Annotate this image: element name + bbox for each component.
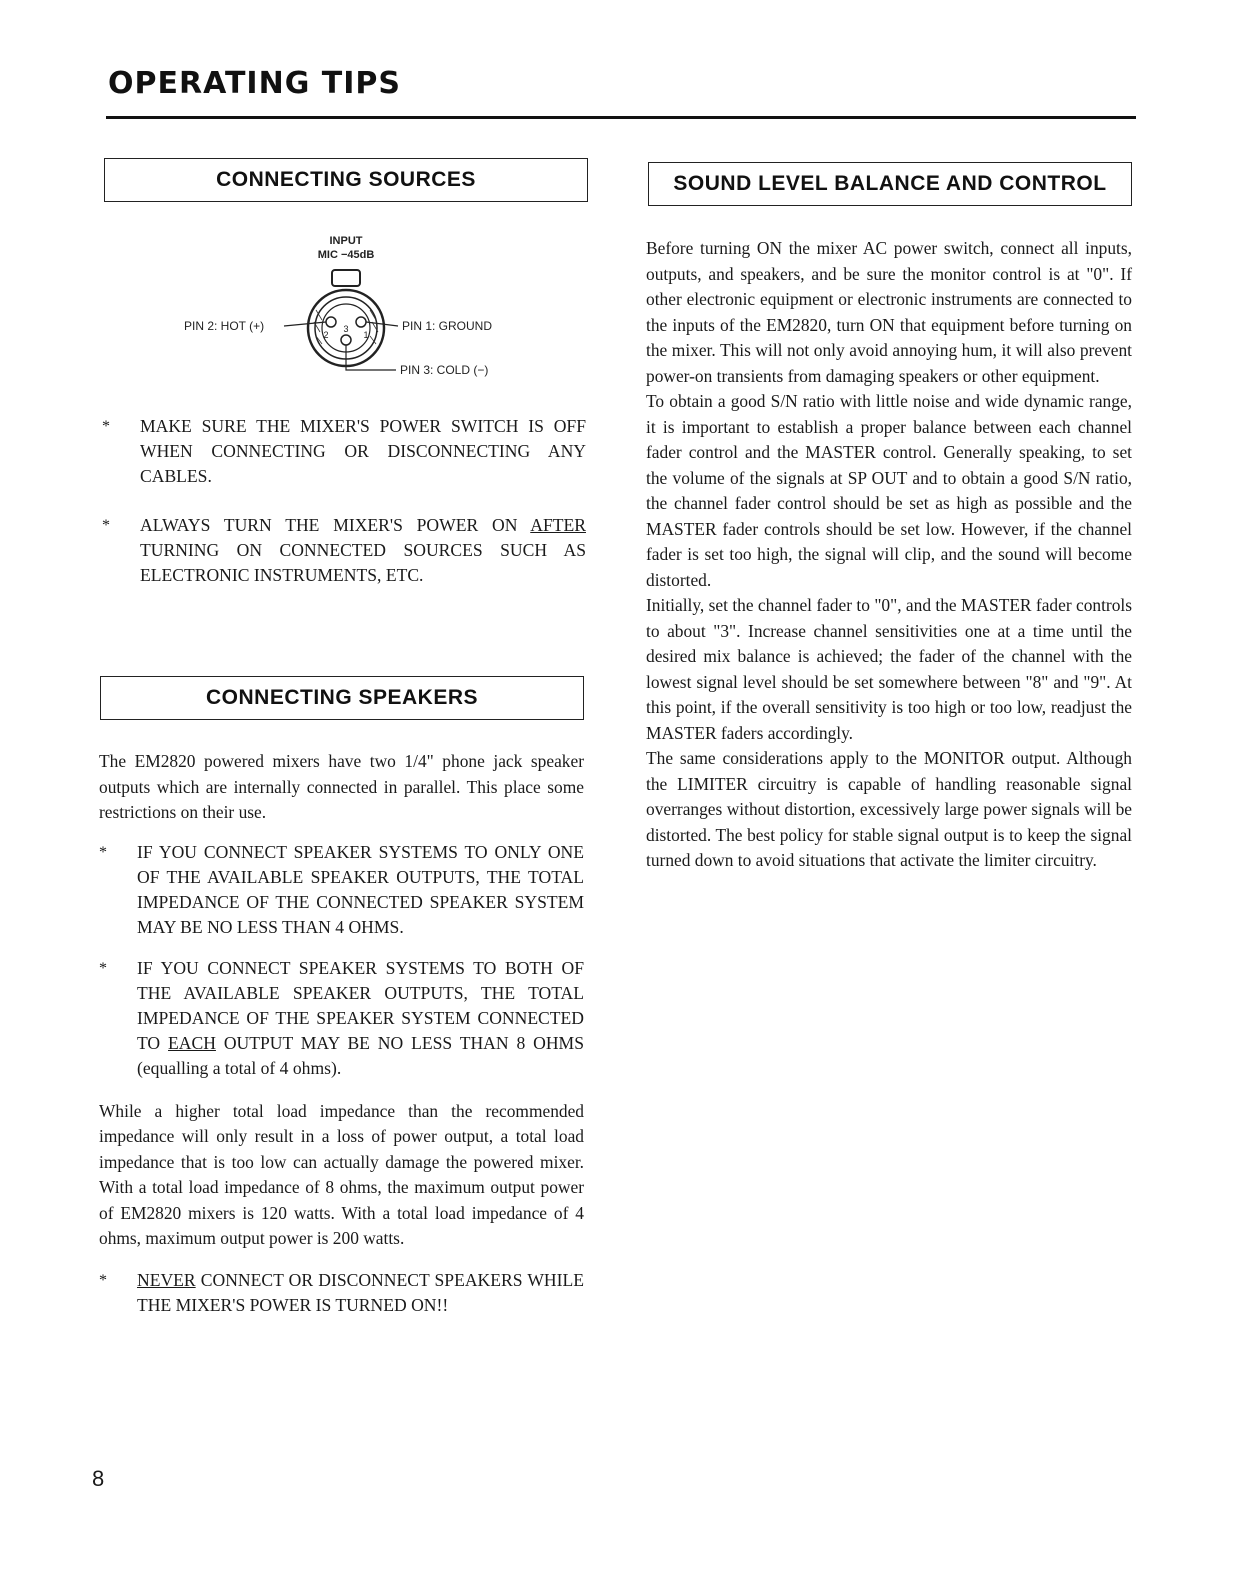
connecting-sources-heading-text: CONNECTING SOURCES (216, 168, 476, 191)
connecting-speakers-heading (100, 676, 584, 720)
diagram-input-label: INPUT (329, 235, 363, 247)
pin-1-leader (366, 322, 398, 326)
xlr-connector-diagram (180, 228, 520, 388)
bullet-power-off-text: MAKE SURE THE MIXER'S POWER SWITCH IS OFF WHEN CONNECTING OR DISCONNECTING ANY CABLES. (140, 416, 586, 486)
bullet-power-on-text-b: TURNING ON CONNECTED SOURCES SUCH AS ELECTRONIC INSTRUMENTS, ETC. (140, 540, 586, 585)
bullet-marker: * (99, 959, 107, 977)
connecting-sources-heading (104, 158, 588, 202)
pin-3-label: PIN 3: COLD (−) (400, 363, 489, 377)
pin-2-number: 2 (323, 330, 329, 340)
bullet-both-outputs (99, 956, 584, 1081)
pin-2-leader (284, 322, 326, 326)
sound-level-paragraph-1: Before turning ON the mixer AC power switch, connect all inputs, outputs, and speakers, and be sure the monitor control is at "0". If other electronic equipment or electronic instruments are connected to the inputs of the EM2820, turn ON that equipment before turning on the mixer. This will not only avoid annoying hum, it will also prevent power-on transients from damaging speakers or other equipment. (646, 238, 1132, 386)
bullet-marker: * (102, 418, 110, 435)
bullet-power-on-text-a: ALWAYS TURN THE MIXER'S POWER ON (140, 515, 531, 535)
sound-level-paragraph-2: To obtain a good S/N ratio with little noise and wide dynamic range, it is important to establish a proper balance between each channel fader control and the MASTER control. Generally speaking, to set the volume of the signals at SP OUT and to obtain a good S/N ratio, the channel fader control should be set as high as possible and the MASTER fader controls should be set low. However, if the channel fader is set too high, the signal will clip, and the sound will become distorted. (646, 391, 1132, 590)
sound-level-body (646, 236, 1132, 874)
sound-level-paragraph-4: The same considerations apply to the MONITOR output. Although the LIMITER circuitry is capable of handling reasonable signal overranges without distortion, excessively large power signals will be distorted. The best policy for stable signal output is to keep the signal turned down to avoid situations that activate the limiter circuitry. (646, 748, 1132, 870)
bullet-both-outputs-text-b: OUTPUT MAY BE NO LESS THAN 8 OHMS (equalling a total of 4 ohms). (137, 1032, 584, 1078)
bullet-power-on-emphasis: AFTER (530, 515, 586, 535)
bullet-power-on-after (102, 513, 586, 588)
pin-3-contact (341, 335, 351, 345)
impedance-paragraph: While a higher total load impedance than the recommended impedance will only result in a loss of power output, a total load impedance that is too low can actually damage the powered mixer. With a total load impedance of 8 ohms, the maximum output power of EM2820 mixers is 120 watts. With a total load impedance of 4 ohms, maximum output power is 200 watts. (99, 1100, 584, 1248)
pin-1-contact (356, 317, 366, 327)
bullet-never-emphasis: NEVER (137, 1269, 196, 1290)
bullet-marker: * (99, 1271, 107, 1289)
bullet-marker: * (102, 517, 110, 534)
page-title: OPERATING TIPS (108, 66, 401, 101)
bullet-one-output (99, 840, 584, 940)
sound-level-paragraph-3: Initially, set the channel fader to "0", and the MASTER fader controls to about "3". Increase channel sensitivities one at a time until the desired mix balance is achieved; the fader of the channel with the lowest signal level should be set somewhere between "8" and "9". At this point, if the overall sensitivity is too high or too low, readjust the MASTER faders accordingly. (646, 595, 1132, 743)
diagram-mic-label: MIC −45dB (317, 249, 375, 261)
sound-level-heading-text: SOUND LEVEL BALANCE AND CONTROL (673, 172, 1107, 195)
pin-1-number: 1 (363, 330, 369, 340)
bullet-one-output-text: IF YOU CONNECT SPEAKER SYSTEMS TO ONLY ONE OF THE AVAILABLE SPEAKER OUTPUTS, THE TOTAL IMPEDANCE OF THE CONNECTED SPEAKER SYSTEM MAY BE NO LESS THAN 4 OHMS. (137, 841, 584, 937)
connecting-sources-bullets (102, 414, 586, 588)
connecting-speakers-body (99, 749, 584, 1318)
connector-latch (332, 270, 360, 286)
bullet-both-outputs-text-a: IF YOU CONNECT SPEAKER SYSTEMS TO BOTH OF THE AVAILABLE SPEAKER OUTPUTS, THE TOTAL IMPEDANCE OF THE SPEAKER SYSTEM CONNECTED TO (137, 957, 584, 1053)
sound-level-heading (648, 162, 1132, 206)
page-number: 8 (92, 1466, 105, 1491)
connecting-speakers-heading-text: CONNECTING SPEAKERS (205, 686, 479, 709)
bullet-never-text: CONNECT OR DISCONNECT SPEAKERS WHILE THE MIXER'S POWER IS TURNED ON!! (137, 1269, 584, 1315)
bullet-power-off (102, 414, 586, 489)
pin-3-number: 3 (343, 324, 349, 334)
speakers-intro-paragraph: The EM2820 powered mixers have two 1/4" phone jack speaker outputs which are internally connected in parallel. This place some restrictions on their use. (99, 751, 584, 822)
pin-2-label: PIN 2: HOT (+) (184, 319, 265, 333)
bullet-marker: * (99, 843, 107, 861)
title-rule (106, 116, 1136, 119)
bullet-never-connect (99, 1268, 584, 1318)
pin-2-contact (326, 317, 336, 327)
pin-1-label: PIN 1: GROUND (402, 319, 493, 333)
bullet-both-outputs-emphasis: EACH (168, 1032, 216, 1053)
